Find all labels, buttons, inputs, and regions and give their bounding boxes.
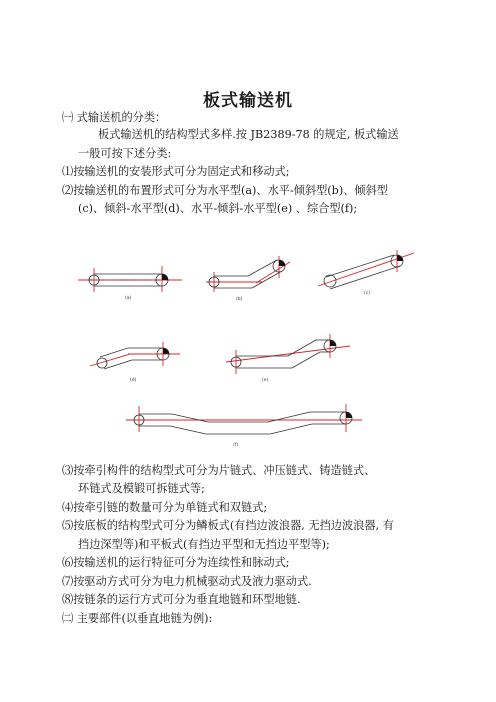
list-item-4: ⑷按牵引链的数量可分为单链式和双链式; [62,501,268,514]
list-item-2-line-2: (c)、倾斜-水平型(d)、水平-倾斜-水平型(e) 、综合型(f); [78,202,358,215]
diagram-f-label: (f) [233,443,239,448]
diagram-b-label: (b) [236,297,243,302]
diagram-b-horizontal-inclined [206,256,290,302]
diagram-a-label: (a) [125,296,132,301]
list-item-3-line-1: ⑶按牵引构件的结构型式可分为片链式、冲压链式、铸造链式、 [62,464,376,477]
list-item-5-line-1: ⑸按底板的结构型式可分为鳞板式(有挡边波浪器, 无挡边波浪器, 有 [62,519,394,532]
diagram-e-horizontal-inclined-horizontal [226,334,350,383]
list-item-3-line-2: 环链式及模锻可拆链式等; [78,482,205,495]
diagram-a-horizontal [78,266,182,301]
diagram-e-label: (e) [262,378,269,383]
intro-paragraph-line-2: 一般可按下述分类: [78,147,172,160]
diagram-d-label: (d) [130,378,137,383]
diagram-f-combined [126,404,362,448]
diagram-c-inclined [318,250,414,296]
list-item-6: ⑹按输送机的运行特征可分为连续性和脉动式; [62,556,290,569]
diagram-c-label: (c) [364,291,370,296]
list-item-7: ⑺按驱动方式可分为电力机械驱动式及液力驱动式. [62,575,312,588]
section-1-heading: ㈠ 式输送机的分类： [62,111,167,124]
intro-paragraph-line-1: 板式输送机的结构型式多样.按 JB2389-78 的规定, 板式输送 [98,128,399,141]
section-2-heading: ㈡ 主要部件(以垂直地链为例): [62,612,213,625]
list-item-5-line-2: 挡边深型等)和平板式(有挡边平型和无挡边平型等); [78,538,330,551]
document-title: 板式输送机 [203,91,293,111]
list-item-1: ⑴按输送机的安装形式可分为固定式和移动式; [62,165,290,178]
list-item-2-line-1: ⑵按输送机的布置形式可分为水平型(a)、水平-倾斜型(b)、倾斜型 [62,184,388,197]
list-item-8: ⑻按链条的运行方式可分为垂直地链和环型地链. [62,593,301,606]
diagram-d-inclined-horizontal [90,342,180,383]
